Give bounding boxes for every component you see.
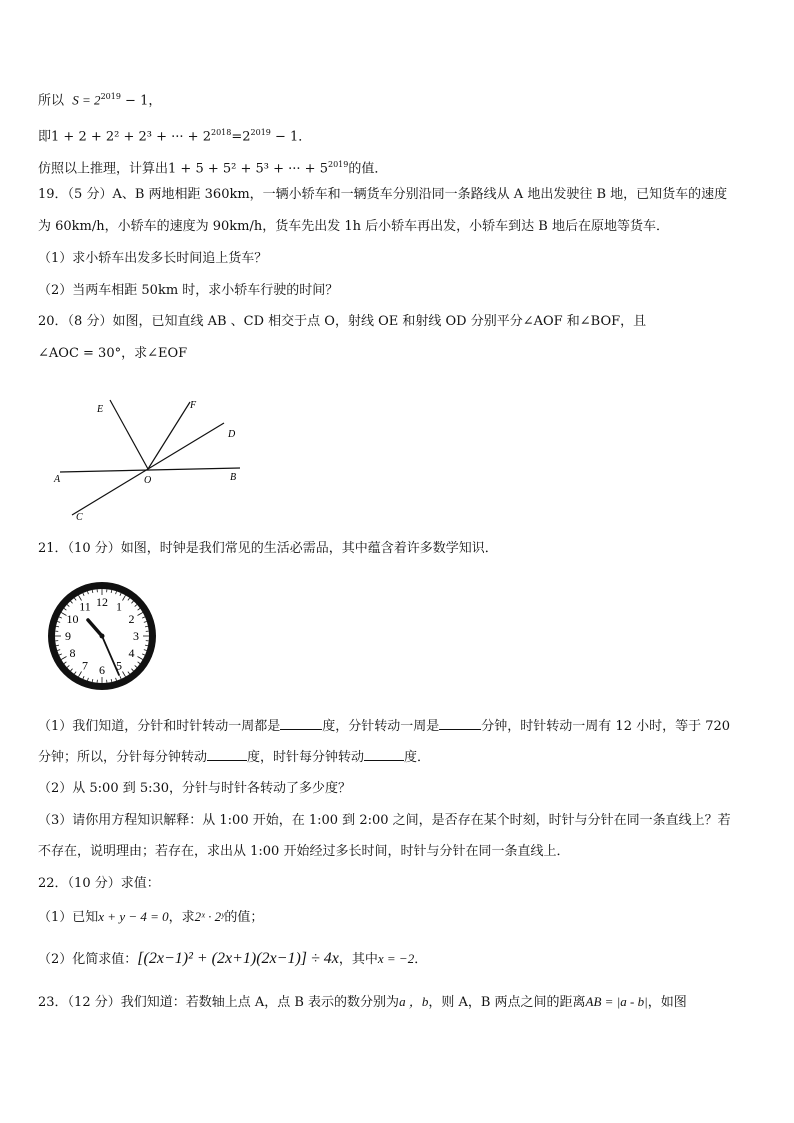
q23-line-1 (38, 993, 687, 1012)
q21-sub1-f: 度． (404, 750, 431, 765)
q22-line-1: 22．（10 分）求值： (38, 876, 160, 891)
clock-number: 10 (66, 612, 79, 626)
ray-of (148, 402, 190, 469)
q22-sub1-b: ，求 (168, 910, 195, 925)
intro-l1-tail: − 1， (120, 93, 162, 109)
q22-sub2-expr2: x = −2 (377, 951, 415, 966)
q22-sub2-c: ． (414, 952, 428, 967)
clock-number: 9 (65, 629, 71, 643)
q20-line-2: ∠AOC = 30°，求∠EOF (38, 346, 188, 361)
q23-line1-d: AB = |a - b| (585, 994, 648, 1009)
q21-line-1: 21．（10 分）如图，时钟是我们常见的生活必需品，其中蕴含着许多数学知识． (38, 541, 498, 556)
q19-line-2: 为 60km/h，小轿车的速度为 90km/h，货车先出发 1h 后小轿车再出发，小轿车到达 B 地后在原地等货车． (38, 219, 669, 234)
intro-l2-prefix: 即 (38, 129, 52, 145)
intro-l2-exp2: 2019 (250, 128, 271, 137)
intro-l1-exp: 2019 (100, 92, 121, 101)
clock-number: 7 (82, 658, 88, 673)
q23-line1-a: 23．（12 分）我们知道：若数轴上点 A，点 B 表示的数分别为 (38, 995, 400, 1010)
label-e: E (97, 404, 104, 415)
q19-line-1: 19．（5 分）A、B 两地相距 360km，一辆小轿车和一辆货车分别沿同一条路线从 A 地出发驶往 B 地，已知货车的速度 (38, 187, 728, 202)
q20-line-1: 20．（8 分）如图，已知直线 AB 、CD 相交于点 O，射线 OE 和射线 OD 分别平分∠AOF 和∠BOF，且 (38, 314, 647, 329)
q22-sub2-b: ，其中 (338, 952, 378, 967)
q21-sub1-d: 分钟；所以，分针每分钟转动 (38, 750, 208, 765)
clock-number: 8 (69, 646, 76, 660)
q22-sub2-a: （2）化简求值： (38, 952, 138, 967)
label-c: C (76, 512, 83, 523)
q19-sub-1: （1）求小轿车出发多长时间追上货车？ (38, 251, 268, 266)
clock-number: 6 (99, 663, 105, 677)
intro-l3-expr: 1 + 5 + 5² + 5³ + ··· + 5 (168, 161, 328, 177)
intro-l2-exp1: 2018 (210, 128, 232, 137)
intro-l1-prefix: 所以 (38, 93, 65, 109)
q21-sub1-c: 分钟，时针转动一周有 12 小时，等于 720 (481, 719, 731, 734)
q19-sub-2: （2）当两车相距 50km 时，求小轿车行驶的时间？ (38, 283, 339, 298)
q22-sub-1 (38, 908, 263, 927)
q22-sub1-c: 的值； (224, 910, 264, 925)
angle-figure (40, 390, 260, 525)
line-ab (60, 468, 240, 472)
intro-l1-expr: S = 2 (72, 92, 101, 108)
intro-l2-expr: 1 + 2 + 2² + 2³ + ··· + 2 (51, 129, 211, 145)
clock-number: 12 (96, 595, 108, 609)
blank-4[interactable] (364, 748, 404, 761)
intro-l3-exp: 2019 (327, 160, 349, 169)
q21-sub-3-line-1: （3）请你用方程知识解释：从 1:00 开始，在 1:00 到 2:00 之间，是否存在某个时刻，时针与分针在同一条直线上？若 (38, 813, 731, 828)
clock-number: 2 (128, 612, 135, 626)
intro-l2-tail: − 1． (270, 129, 312, 145)
q22-sub1-expr2: 2ˣ · 2ʸ (194, 909, 225, 924)
q21-sub-1-line-1 (38, 717, 730, 736)
clock-figure (46, 580, 158, 692)
label-a: A (54, 474, 61, 485)
label-b: B (230, 472, 237, 483)
clock-number: 3 (133, 629, 139, 643)
q22-sub-2 (38, 950, 427, 969)
q21-sub1-e: 度，时针每分钟转动 (247, 750, 365, 765)
ray-oe (110, 400, 148, 469)
q23-line1-e: ，如图 (647, 995, 687, 1010)
q22-sub1-a: （1）已知 (38, 910, 99, 925)
clock-number: 1 (116, 599, 122, 614)
label-f: F (190, 400, 197, 411)
q21-sub1-a: （1）我们知道，分针和时针转动一周都是 (38, 719, 281, 734)
q21-sub-2: （2）从 5:00 到 5:30，分针与时针各转动了多少度？ (38, 781, 352, 796)
intro-line-1 (38, 88, 161, 110)
q23-line1-c: ，则 A，B 两点之间的距离 (428, 995, 586, 1010)
blank-1[interactable] (280, 717, 322, 730)
intro-l3-text: 仿照以上推理，计算出 (38, 161, 169, 177)
q21-sub1-b: 度，分针转动一周是 (322, 719, 440, 734)
label-d: D (228, 429, 236, 440)
intro-line-2 (38, 124, 311, 146)
intro-line-3 (38, 156, 387, 178)
q21-sub-1-line-2 (38, 748, 430, 767)
label-o: O (144, 475, 152, 486)
intro-l3-tail: 的值． (348, 161, 388, 177)
q21-sub-3-line-2: 不存在，说明理由；若存在，求出从 1:00 开始经过多长时间，时针与分针在同一条直线上． (38, 844, 570, 859)
q22-sub1-expr: x + y − 4 = 0 (98, 909, 169, 924)
clock-number: 4 (128, 646, 135, 660)
intro-l2-mid: =2 (231, 129, 251, 145)
clock-number: 5 (116, 658, 122, 673)
q23-line1-b: a ，b (399, 994, 429, 1009)
q22-sub2-expr: [(2x−1)² + (2x+1)(2x−1)] ÷ 4x (137, 950, 339, 967)
blank-2[interactable] (439, 717, 481, 730)
blank-3[interactable] (207, 748, 247, 761)
clock-number: 11 (79, 599, 91, 614)
